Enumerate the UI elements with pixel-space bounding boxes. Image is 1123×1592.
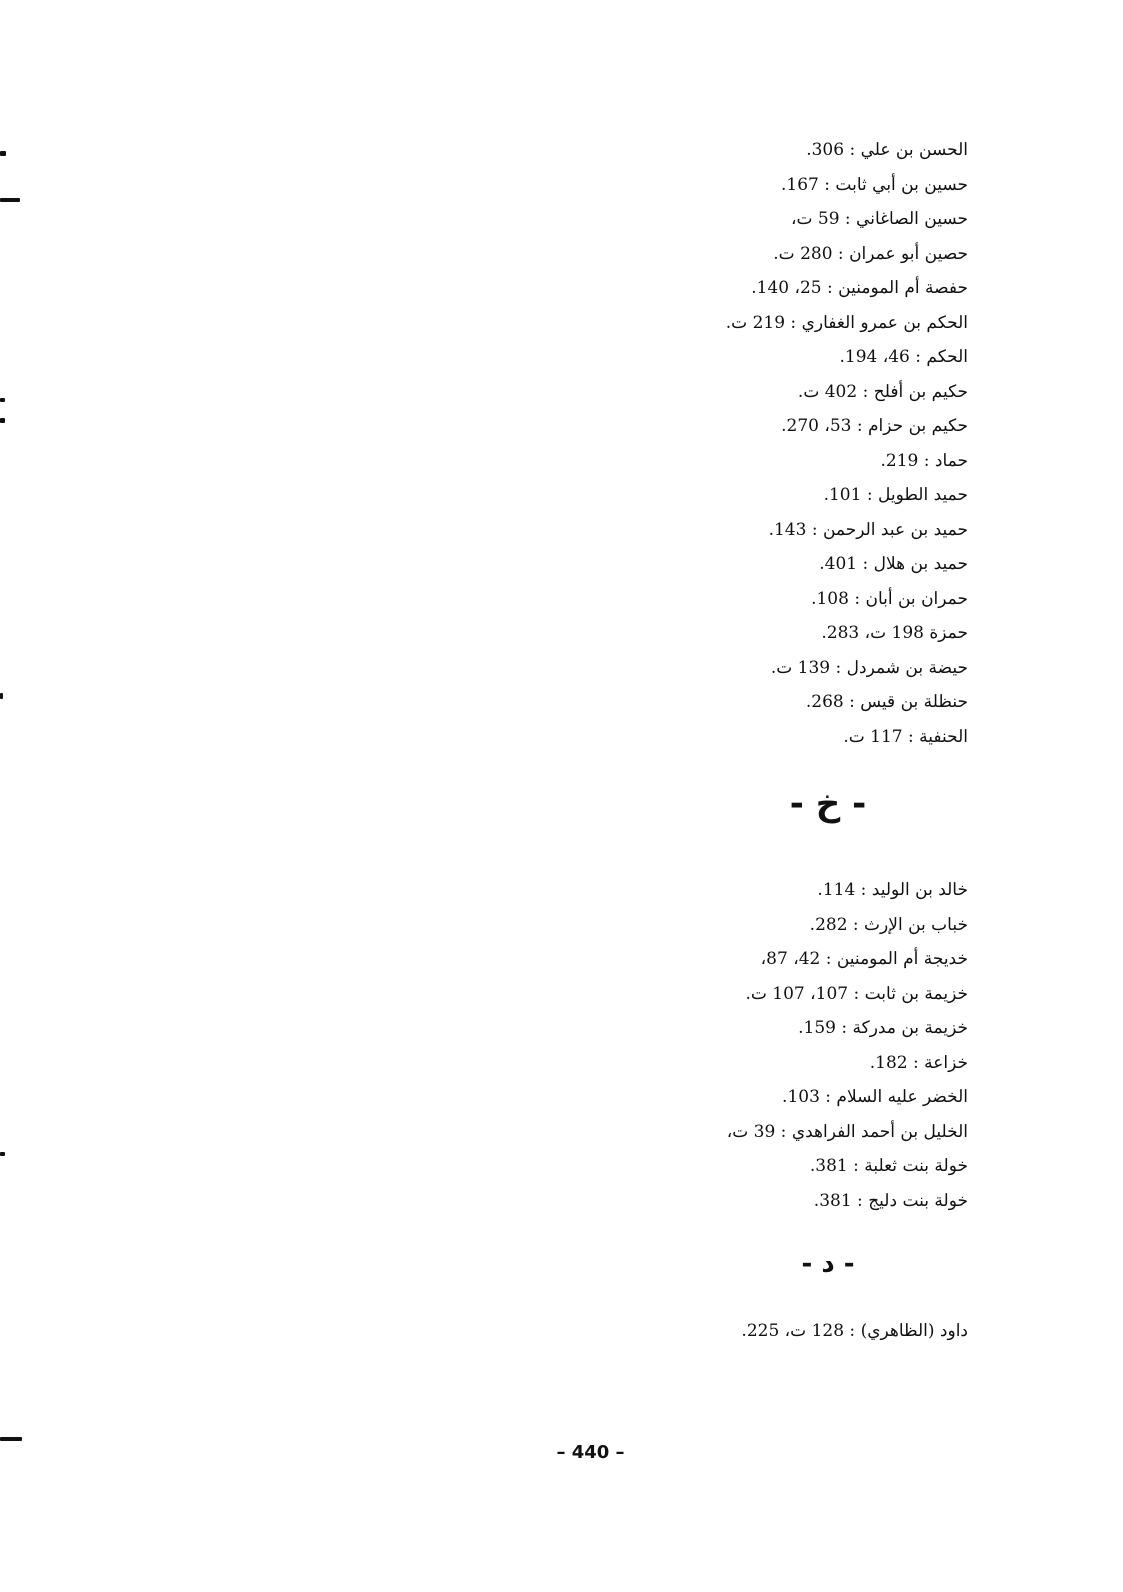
index-entry: الحنفية : 117 ت.: [843, 726, 968, 747]
index-entry: حميد بن هلال : 401.: [819, 554, 968, 574]
scan-edge-mark: [0, 151, 6, 156]
scan-edge-mark: [0, 693, 3, 699]
index-entry: خباب بن الإرث : 282.: [809, 914, 968, 935]
index-entry: حمران بن أبان : 108.: [811, 588, 968, 609]
index-entry: حميد بن عبد الرحمن : 143.: [768, 519, 968, 540]
scan-edge-mark: [0, 1152, 5, 1156]
index-entry: حكيم بن أفلح : 402 ت.: [797, 381, 968, 402]
index-entry: خولة بنت دليج : 381.: [813, 1190, 968, 1211]
scan-edge-mark: [0, 418, 5, 423]
section-dal-entries: [408, 1314, 968, 1349]
index-entry: خالد بن الوليد : 114.: [817, 880, 968, 900]
index-entry: حفصة أم المومنين : 25، 140.: [751, 278, 968, 298]
index-entry: حسين بن أبي ثابت : 167.: [781, 174, 968, 195]
index-entry: حماد : 219.: [880, 450, 968, 471]
section-ha-entries: [408, 133, 968, 754]
index-entry: الخليل بن أحمد الفراهدي : 39 ت،: [726, 1121, 968, 1142]
index-entry: داود (الظاهري) : 128 ت، 225.: [741, 1321, 968, 1341]
index-entry: حنظلة بن قيس : 268.: [805, 692, 968, 712]
index-column: [408, 133, 968, 1349]
index-entry: الحكم بن عمرو الغفاري : 219 ت.: [725, 312, 968, 333]
index-entry: خزيمة بن ثابت : 107، 107 ت.: [745, 983, 968, 1004]
index-entry: الخضر عليه السلام : 103.: [782, 1087, 968, 1107]
scan-edge-mark: [0, 1437, 22, 1441]
index-entry: خولة بنت ثعلبة : 381.: [809, 1156, 968, 1176]
index-entry: الحسن بن علي : 306.: [806, 140, 968, 160]
scan-edge-mark: [0, 398, 5, 402]
index-entry: حكيم بن حزام : 53، 270.: [781, 416, 968, 436]
index-entry: خديجة أم المومنين : 42، 87،: [760, 949, 968, 969]
index-entry: حسين الصاغاني : 59 ت،: [790, 209, 968, 229]
index-entry: خزيمة بن مدركة : 159.: [798, 1018, 968, 1038]
page-number: – 440 –: [556, 1442, 625, 1463]
index-entry: حمزة 198 ت، 283.: [821, 623, 968, 643]
scan-edge-mark: [0, 198, 20, 202]
index-entry: خزاعة : 182.: [869, 1052, 968, 1073]
index-entry: حيضة بن شمردل : 139 ت.: [770, 657, 968, 678]
section-kha-entries: [408, 873, 968, 1218]
index-entry: الحكم : 46، 194.: [839, 347, 968, 367]
index-entry: حميد الطويل : 101.: [823, 485, 968, 505]
section-header-kha: - خ -: [789, 784, 867, 824]
index-entry: حصين أبو عمران : 280 ت.: [773, 243, 968, 264]
section-header-dal: - د -: [801, 1249, 855, 1279]
